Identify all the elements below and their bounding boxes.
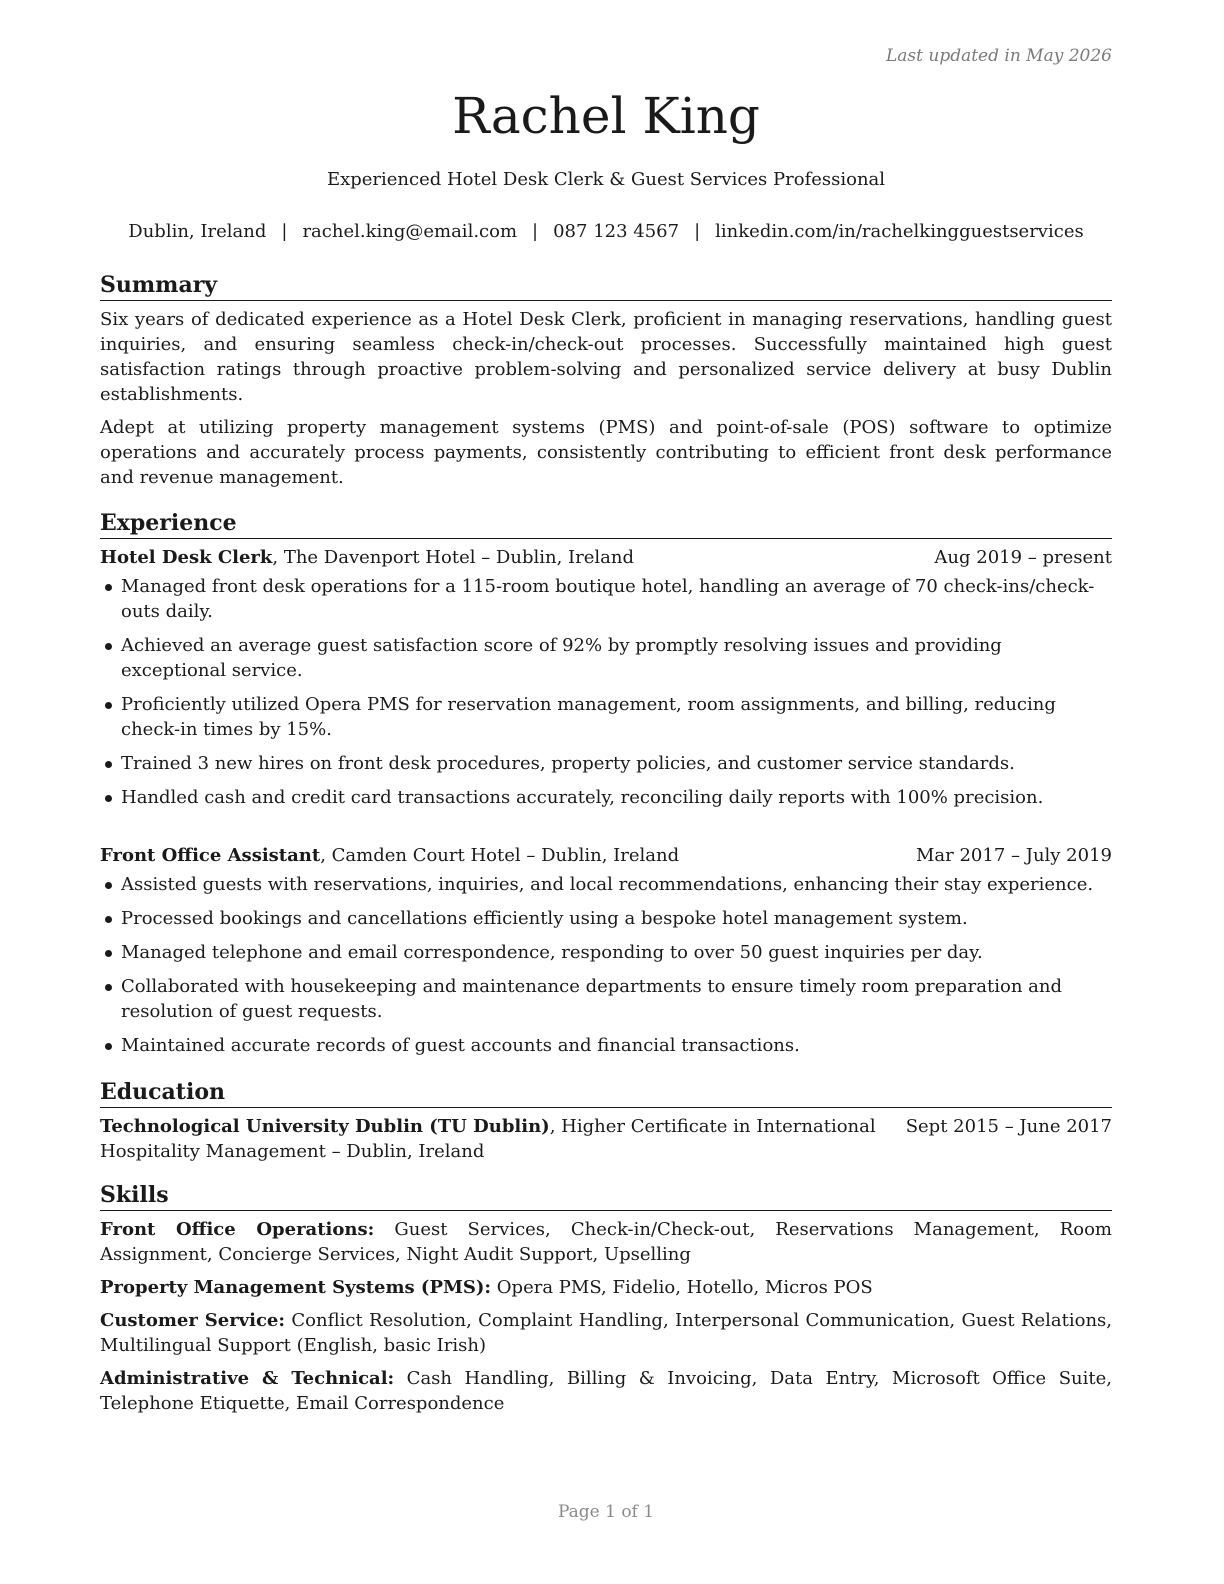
job-role: Hotel Desk Clerk	[100, 547, 273, 568]
list-item: Managed telephone and email correspondence, responding to over 50 guest inquiries per day.	[100, 940, 1112, 965]
skill-group-label: Front Office Operations:	[100, 1219, 375, 1240]
skill-group-items: Guest Services, Check-in/Check-out, Reservations Management, Room Assignment, Concierge Services, Night Audit Support, Upselling	[100, 1219, 1112, 1265]
education-institution: Technological University Dublin (TU Dublin)	[100, 1116, 550, 1137]
skill-group-items: Conflict Resolution, Complaint Handling, Interpersonal Communication, Guest Relations, Multilingual Support (English, basic Irish)	[100, 1310, 1113, 1356]
job-header	[100, 843, 1112, 868]
job-dates: Mar 2017 – July 2019	[915, 845, 1112, 866]
contact-separator: |	[532, 221, 539, 242]
list-item: Managed front desk operations for a 115-room boutique hotel, handling an average of 70 check-ins/check-outs daily.	[100, 574, 1112, 624]
contact-email[interactable]: rachel.king@email.com	[302, 221, 518, 242]
summary-paragraph: Six years of dedicated experience as a Hotel Desk Clerk, proficient in managing reservations, handling guest inquiries, and ensuring seamless check-in/check-out processes. Successfully maintained high guest satisfaction ratings through proactive problem-solving and personalized service delivery at busy Dublin establishments.	[100, 309, 1112, 405]
contact-linkedin[interactable]: linkedin.com/in/rachelkingguestservices	[715, 221, 1084, 242]
skill-group-items: Cash Handling, Billing & Invoicing, Data Entry, Microsoft Office Suite, Telephone Etiquette, Email Correspondence	[100, 1368, 1112, 1414]
job-employer: , The Davenport Hotel – Dublin, Ireland	[272, 547, 634, 568]
skill-group-items: Opera PMS, Fidelio, Hotello, Micros POS	[491, 1277, 873, 1298]
contact-separator: |	[281, 221, 288, 242]
page-number: Page 1 of 1	[557, 1502, 655, 1522]
section-title-skills: Skills	[100, 1180, 1112, 1211]
job-header	[100, 545, 1112, 570]
summary-paragraph: Adept at utilizing property management systems (PMS) and point-of-sale (POS) software to optimize operations and accurately process payments, consistently contributing to efficient front desk performance and revenue management.	[100, 417, 1112, 488]
contact-location: Dublin, Ireland	[128, 221, 267, 242]
skill-group-label: Administrative & Technical:	[100, 1368, 395, 1389]
list-item: Proficiently utilized Opera PMS for reservation management, room assignments, and billing, reducing check-in times by 15%.	[100, 692, 1112, 742]
skill-group	[100, 1217, 1112, 1267]
education-details: , Higher Certificate in International Hospitality Management – Dublin, Ireland	[100, 1116, 876, 1162]
list-item: Maintained accurate records of guest accounts and financial transactions.	[100, 1033, 1112, 1058]
job-bullets	[100, 872, 1112, 1058]
section-title-summary: Summary	[100, 270, 1112, 301]
list-item: Trained 3 new hires on front desk procedures, property policies, and customer service standards.	[100, 751, 1112, 776]
skill-group-label: Property Management Systems (PMS):	[100, 1277, 492, 1298]
section-title-education: Education	[100, 1077, 1112, 1108]
education-entry	[100, 1114, 1112, 1164]
list-item: Processed bookings and cancellations efficiently using a bespoke hotel management system.	[100, 906, 1112, 931]
skill-group	[100, 1366, 1112, 1416]
list-item: Collaborated with housekeeping and maintenance departments to ensure timely room preparation and resolution of guest requests.	[100, 974, 1112, 1024]
list-item: Assisted guests with reservations, inquiries, and local recommendations, enhancing their stay experience.	[100, 872, 1112, 897]
headline: Experienced Hotel Desk Clerk & Guest Services Professional	[326, 169, 886, 190]
contact-separator: |	[694, 221, 701, 242]
skill-group-label: Customer Service:	[100, 1310, 286, 1331]
last-updated-note: Last updated in May 2026	[885, 46, 1112, 66]
list-item: Achieved an average guest satisfaction score of 92% by promptly resolving issues and providing exceptional service.	[100, 633, 1112, 683]
contact-phone[interactable]: 087 123 4567	[553, 221, 680, 242]
section-title-experience: Experience	[100, 508, 1112, 539]
job-employer: , Camden Court Hotel – Dublin, Ireland	[320, 845, 680, 866]
list-item: Handled cash and credit card transactions accurately, reconciling daily reports with 100% precision.	[100, 785, 1112, 810]
job-dates: Aug 2019 – present	[934, 547, 1112, 568]
job-role: Front Office Assistant	[100, 845, 321, 866]
candidate-name: Rachel King	[452, 87, 760, 145]
skill-group	[100, 1308, 1112, 1358]
job-bullets	[100, 574, 1112, 810]
contact-line	[0, 219, 1212, 244]
education-dates: Sept 2015 – June 2017	[905, 1116, 1112, 1137]
resume-body	[100, 270, 1112, 1424]
skill-group	[100, 1275, 1112, 1300]
